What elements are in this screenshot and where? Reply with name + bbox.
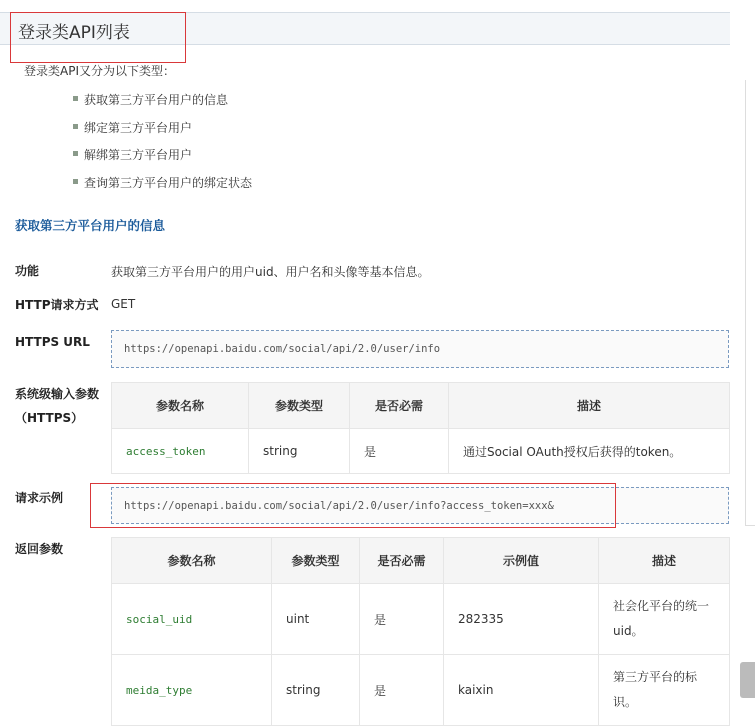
input-params-label2: （HTTPS） [15,411,84,425]
cell: uint [272,584,360,655]
col-header: 是否必需 [350,383,449,429]
col-header: 参数类型 [249,383,350,429]
type-item: 绑定第三方平台用户 [84,121,193,135]
cell: 社会化平台的统一uid。 [599,584,730,655]
cell: 是 [350,429,449,474]
table-row [112,655,730,726]
function-label: 功能 [15,264,40,278]
cell: string [249,429,350,474]
input-params-label: 系统级输入参数 [15,387,100,401]
cell: social_uid [112,584,272,655]
cell: access_token [112,429,249,474]
cell: 通过Social OAuth授权后获得的token。 [449,429,730,474]
cell: meida_type [112,655,272,726]
return-params-label: 返回参数 [15,542,64,556]
type-item: 获取第三方平台用户的信息 [84,93,229,107]
intro-text: 登录类API又分为以下类型： [24,64,175,78]
cell: 是 [360,655,444,726]
col-header: 描述 [449,383,730,429]
col-header: 参数名称 [112,383,249,429]
side-panel [745,80,755,526]
input-params-table [111,382,730,474]
col-header: 参数名称 [112,538,272,584]
col-header: 示例值 [444,538,599,584]
type-item: 查询第三方平台用户的绑定状态 [84,176,253,190]
section-title: 获取第三方平台用户的信息 [15,218,166,233]
return-params-table [111,537,730,726]
back-to-top-icon[interactable] [740,662,755,698]
method-value: GET [111,297,136,311]
cell: 是 [360,584,444,655]
bullet-icon [73,151,78,156]
bullet-icon [73,124,78,129]
col-header: 描述 [599,538,730,584]
function-value: 获取第三方平台用户的用户uid、用户名和头像等基本信息。 [111,265,430,279]
highlight-box [90,483,616,528]
cell: 第三方平台的标识。 [599,655,730,726]
url-code: https://openapi.baidu.com/social/api/2.0/user/info [111,330,729,368]
bullet-icon [73,179,78,184]
table-row [112,584,730,655]
highlight-box [10,12,186,63]
example-code: https://openapi.baidu.com/social/api/2.0/user/info?access_token=xxx& [111,487,729,524]
type-item: 解绑第三方平台用户 [84,148,193,162]
bullet-icon [73,96,78,101]
cell: string [272,655,360,726]
cell: kaixin [444,655,599,726]
url-label: HTTPS URL [15,335,90,349]
cell: 282335 [444,584,599,655]
col-header: 参数类型 [272,538,360,584]
method-label: HTTP请求方式 [15,298,99,312]
page-title: 登录类API列表 [18,23,130,43]
table-row [112,429,730,474]
example-label: 请求示例 [15,491,64,505]
col-header: 是否必需 [360,538,444,584]
